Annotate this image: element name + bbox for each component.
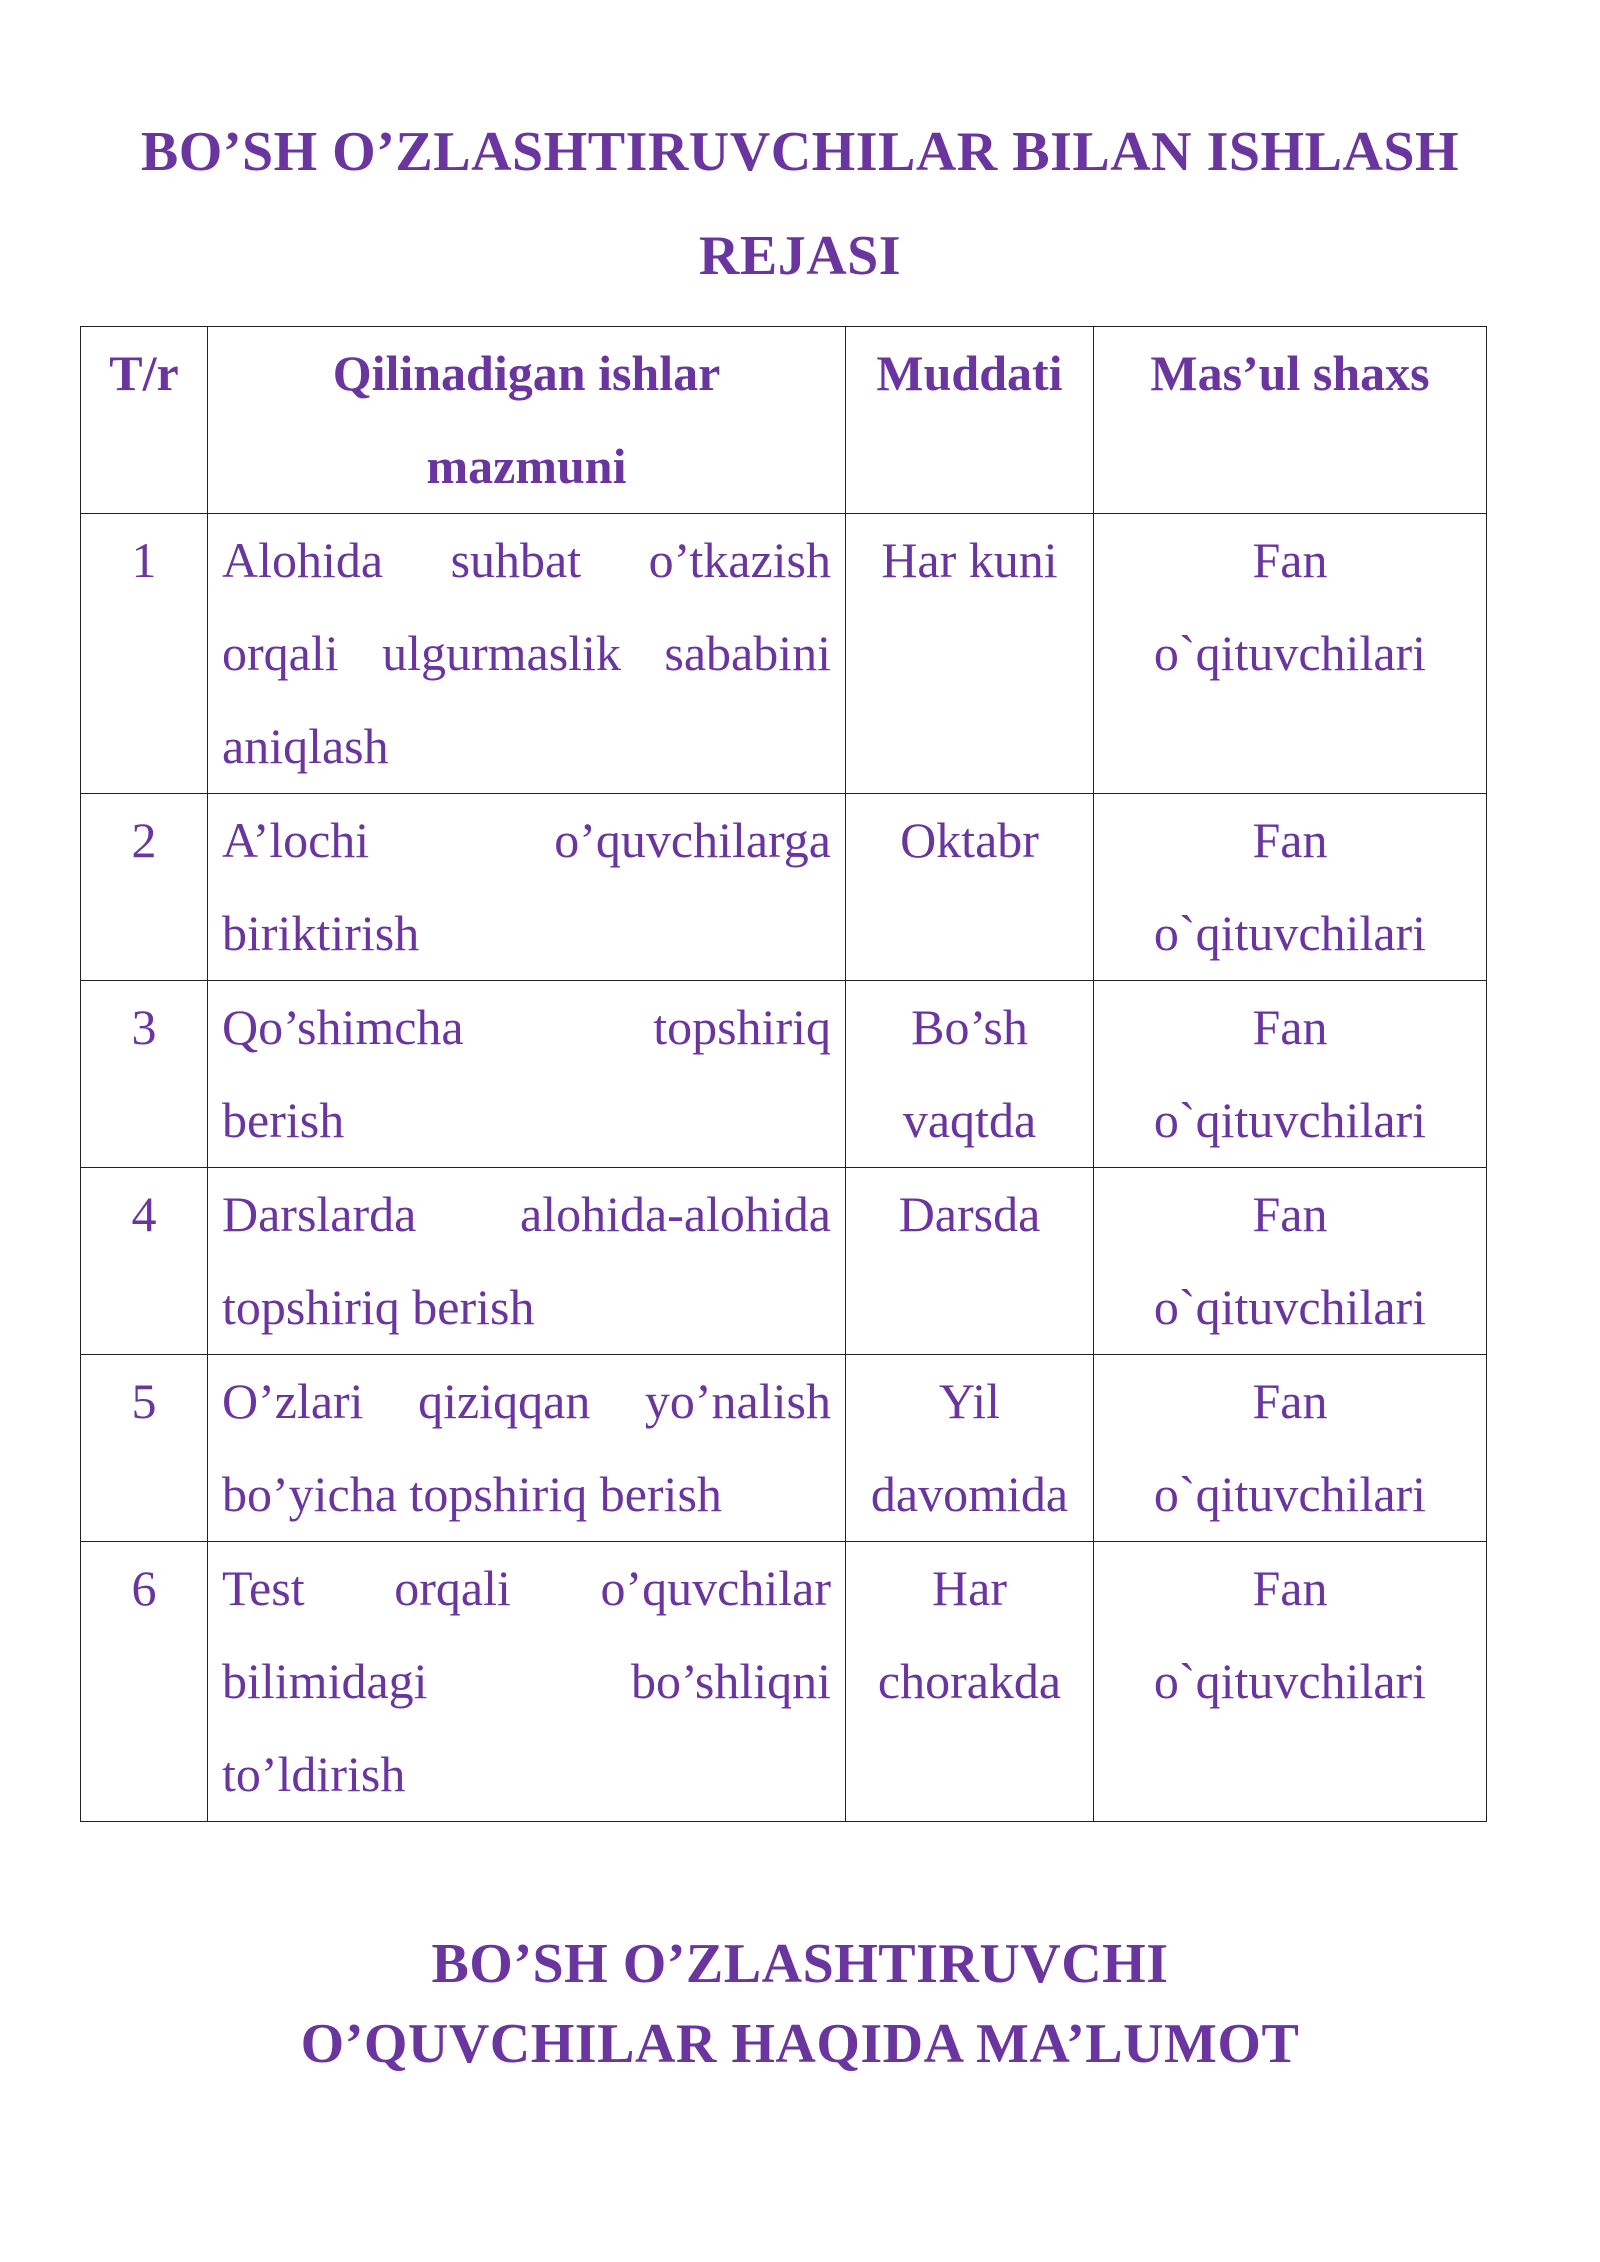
row-number: 1 bbox=[81, 514, 208, 794]
term-line: davomida bbox=[870, 1466, 1069, 1522]
row-task bbox=[208, 1355, 846, 1542]
row-task bbox=[208, 794, 846, 981]
row-number: 3 bbox=[81, 981, 208, 1168]
term-line: Har kuni bbox=[881, 532, 1058, 588]
header-responsible: Mas’ul shaxs bbox=[1094, 327, 1487, 514]
row-term bbox=[846, 514, 1094, 794]
row-responsible bbox=[1094, 1168, 1487, 1355]
header-term: Muddati bbox=[846, 327, 1094, 514]
row-number: 2 bbox=[81, 794, 208, 981]
row-responsible bbox=[1094, 514, 1487, 794]
responsible-line: o`qituvchilari bbox=[1153, 1092, 1427, 1148]
term-line: chorakda bbox=[877, 1653, 1062, 1709]
page-title: BO’SH O’ZLASHTIRUVCHILAR BILAN ISHLASH REJASI bbox=[140, 121, 1460, 287]
term-line: vaqtda bbox=[902, 1092, 1037, 1148]
header-number: T/r bbox=[81, 327, 208, 514]
row-responsible bbox=[1094, 1355, 1487, 1542]
row-responsible bbox=[1094, 794, 1487, 981]
responsible-line: Fan bbox=[1252, 1560, 1328, 1616]
responsible-line: o`qituvchilari bbox=[1153, 1466, 1427, 1522]
header-task: Qilinadigan ishlar mazmuni bbox=[208, 327, 846, 514]
term-line: Darsda bbox=[898, 1186, 1041, 1242]
row-responsible bbox=[1094, 1542, 1487, 1822]
term-line: Oktabr bbox=[900, 812, 1039, 868]
responsible-line: Fan bbox=[1252, 1186, 1328, 1242]
responsible-line: o`qituvchilari bbox=[1153, 1279, 1427, 1335]
row-task bbox=[208, 514, 846, 794]
responsible-line: Fan bbox=[1252, 1373, 1328, 1429]
row-number: 5 bbox=[81, 1355, 208, 1542]
responsible-line: Fan bbox=[1252, 812, 1328, 868]
row-term bbox=[846, 981, 1094, 1168]
task-line: Darslarda alohida-alohida bbox=[222, 1186, 831, 1242]
row-term bbox=[846, 794, 1094, 981]
term-line: Har bbox=[932, 1560, 1007, 1616]
task-line: to’ldirish bbox=[222, 1746, 406, 1802]
responsible-line: o`qituvchilari bbox=[1153, 1653, 1427, 1709]
task-line: topshiriq berish bbox=[222, 1279, 535, 1335]
task-line: bilimidagi bo’shliqni bbox=[222, 1653, 831, 1709]
section-title: BO’SH O’ZLASHTIRUVCHI O’QUVCHILAR HAQIDA MA’LUMOT bbox=[300, 1933, 1300, 2075]
task-line: biriktirish bbox=[222, 905, 420, 961]
task-line: Test orqali o’quvchilar bbox=[222, 1560, 831, 1616]
table-header-row bbox=[81, 327, 1487, 514]
task-line: Alohida suhbat o’tkazish bbox=[222, 532, 831, 588]
work-plan-table bbox=[80, 326, 1487, 1822]
task-line: orqali ulgurmaslik sababini bbox=[222, 625, 831, 681]
row-task bbox=[208, 981, 846, 1168]
task-line: aniqlash bbox=[222, 718, 389, 774]
task-line: A’lochi o’quvchilarga bbox=[222, 812, 831, 868]
task-line: berish bbox=[222, 1092, 345, 1148]
table-row bbox=[81, 1355, 1487, 1542]
row-responsible bbox=[1094, 981, 1487, 1168]
responsible-line: Fan bbox=[1252, 532, 1328, 588]
table-row bbox=[81, 981, 1487, 1168]
table-body bbox=[81, 514, 1487, 1822]
term-line: Yil bbox=[938, 1373, 1001, 1429]
task-line: O’zlari qiziqqan yo’nalish bbox=[222, 1373, 831, 1429]
row-number: 6 bbox=[81, 1542, 208, 1822]
responsible-line: Fan bbox=[1252, 999, 1328, 1055]
row-task bbox=[208, 1168, 846, 1355]
row-term bbox=[846, 1355, 1094, 1542]
row-number: 4 bbox=[81, 1168, 208, 1355]
table-row bbox=[81, 1542, 1487, 1822]
responsible-line: o`qituvchilari bbox=[1153, 625, 1427, 681]
row-task bbox=[208, 1542, 846, 1822]
table-row bbox=[81, 1168, 1487, 1355]
responsible-line: o`qituvchilari bbox=[1153, 905, 1427, 961]
term-line: Bo’sh bbox=[911, 999, 1028, 1055]
task-line: bo’yicha topshiriq berish bbox=[222, 1466, 722, 1522]
task-line: Qo’shimcha topshiriq bbox=[222, 999, 831, 1055]
table-row bbox=[81, 514, 1487, 794]
row-term bbox=[846, 1168, 1094, 1355]
row-term bbox=[846, 1542, 1094, 1822]
table-row bbox=[81, 794, 1487, 981]
